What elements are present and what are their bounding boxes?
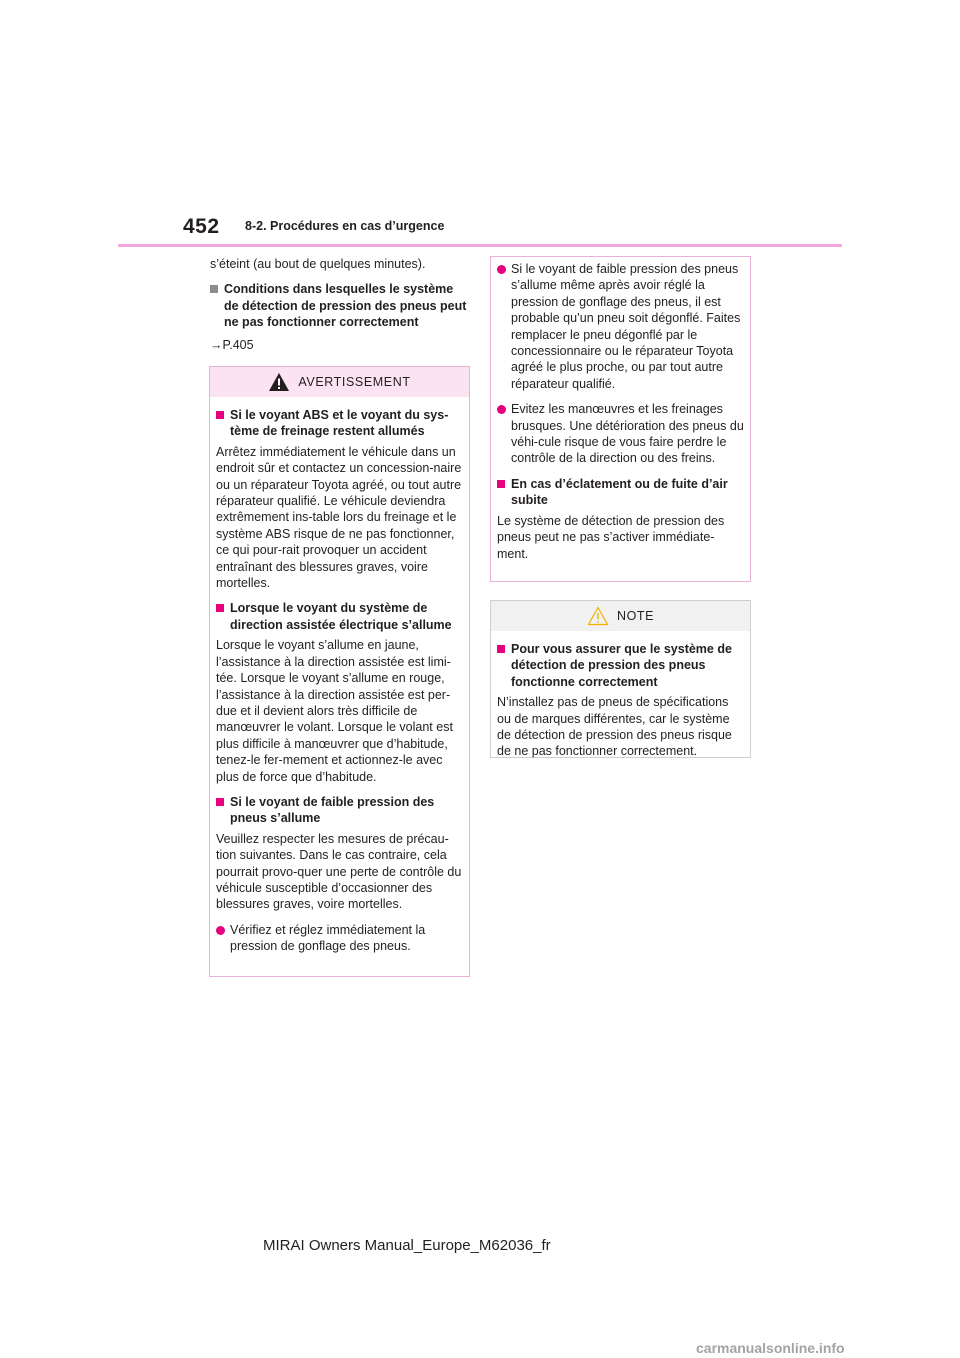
note-heading	[497, 641, 744, 690]
warning-heading-abs	[216, 407, 463, 440]
section-title: 8-2. Procédures en cas d’urgence	[245, 219, 445, 233]
warning-heading-tire-pressure	[216, 794, 463, 827]
warning-box-title: AVERTISSEMENT	[298, 374, 411, 389]
warning-heading-blowout-text: En cas d’éclatement ou de fuite d’air subite	[511, 476, 728, 508]
pink-square-icon	[497, 641, 511, 690]
pink-square-icon	[216, 407, 230, 440]
warning-heading-steering-text: Lorsque le voyant du système de direction assistée électrique s’allume	[230, 601, 452, 632]
warning-continued-box	[490, 256, 751, 582]
list-item	[497, 261, 744, 392]
warning-heading-tire-pressure-text: Si le voyant de faible pression des pneus s’allume	[230, 794, 435, 826]
pink-square-icon	[216, 600, 230, 633]
warning-body-blowout: Le système de détection de pression des pneus peut ne pas s’activer immédiate-ment.	[497, 513, 725, 561]
footer-text: MIRAI Owners Manual_Europe_M62036_fr	[263, 1237, 551, 1254]
conditions-heading	[210, 281, 470, 330]
caution-triangle-icon	[587, 606, 609, 626]
intro-text: s’éteint (au bout de quelques minutes).	[210, 257, 426, 271]
pink-bullet-icon	[216, 922, 230, 955]
list-item	[497, 401, 744, 467]
note-box-title: NOTE	[616, 608, 655, 623]
bullet-text: Evitez les manœuvres et les freinages brusques. Une détérioration des pneus du véhi-cule risque de vous faire perdre le contrôle de la direction ou des freins.	[511, 402, 744, 466]
note-box-body	[491, 631, 750, 777]
conditions-heading-text: Conditions dans lesquelles le système de détection de pression des pneus peut ne pas fonctionner correctement	[224, 282, 467, 330]
note-box	[490, 600, 751, 758]
header-rule	[118, 244, 842, 247]
warning-heading-abs-text: Si le voyant ABS et le voyant du sys-tème de freinage restent allumés	[230, 408, 449, 439]
pink-square-icon	[216, 794, 230, 827]
page-number: 452	[183, 215, 220, 238]
note-box-header	[491, 601, 750, 631]
warning-box-body	[210, 397, 469, 972]
note-heading-text: Pour vous assurer que le système de détection de pression des pneus fonctionne correctement	[511, 642, 732, 689]
left-column	[210, 256, 470, 353]
warning-body-abs: Arrêtez immédiatement le véhicule dans un endroit sûr et contactez un concession-naire ou un réparateur Toyota agréé, ou tout autre réparateur qualifié. Le véhicule deviendra extrêmement ins-table lors du freinage et le système ABS risque de ne pas fonctionner, ce qui pour-rait provoquer un accident entraînant des blessures graves, voire mortelles.	[216, 444, 462, 591]
warning-triangle-icon	[268, 372, 290, 392]
warning-continued-body	[491, 257, 750, 579]
pink-square-icon	[497, 476, 511, 509]
warning-body-steering: Lorsque le voyant s’allume en jaune, l’assistance à la direction assistée est limi-tée. Lorsque le voyant s’allume en rouge, l’assistance à la direction assistée est per-due et il devient alors très difficile de manœuvrer le volant. Lorsque le volant est plus difficile à manœuvrer que d’habitude, tenez-le fer-mement et actionnez-le avec plus de force que d’habitude.	[216, 638, 453, 784]
grey-square-icon	[210, 281, 224, 330]
warning-box	[209, 366, 470, 977]
bullet-text: Si le voyant de faible pression des pneus s’allume même après avoir réglé la pression de gonflage des pneus, il est probable qu’un pneu soit dégonflé. Faites remplacer le pneu dégonflé par le concessionnaire ou le réparateur Toyota agréé le plus proche, ou par tout autre réparateur qualifié.	[511, 262, 741, 391]
warning-body-tire-pressure: Veuillez respecter les mesures de précau-tion suivantes. Dans le cas contraire, cela pourrait provo-quer une perte de contrôle du véhicule susceptible d’occasionner des blessures graves, voire mortelles.	[216, 831, 462, 912]
pink-bullet-icon	[497, 401, 511, 467]
warning-heading-steering	[216, 600, 463, 633]
warning-box-header	[210, 367, 469, 397]
watermark-text: carmanualsonline.info	[696, 1340, 845, 1356]
note-body: N’installez pas de pneus de spécifications ou de marques différentes, car le système de détection de pression des pneus risque de ne pas fonctionner correctement.	[497, 695, 732, 759]
page-reference-link[interactable]: →P.405	[210, 337, 254, 352]
list-item	[216, 922, 463, 955]
bullet-text: Vérifiez et réglez immédiatement la pression de gonflage des pneus.	[230, 922, 426, 954]
warning-heading-blowout	[497, 476, 744, 509]
pink-bullet-icon	[497, 261, 511, 392]
